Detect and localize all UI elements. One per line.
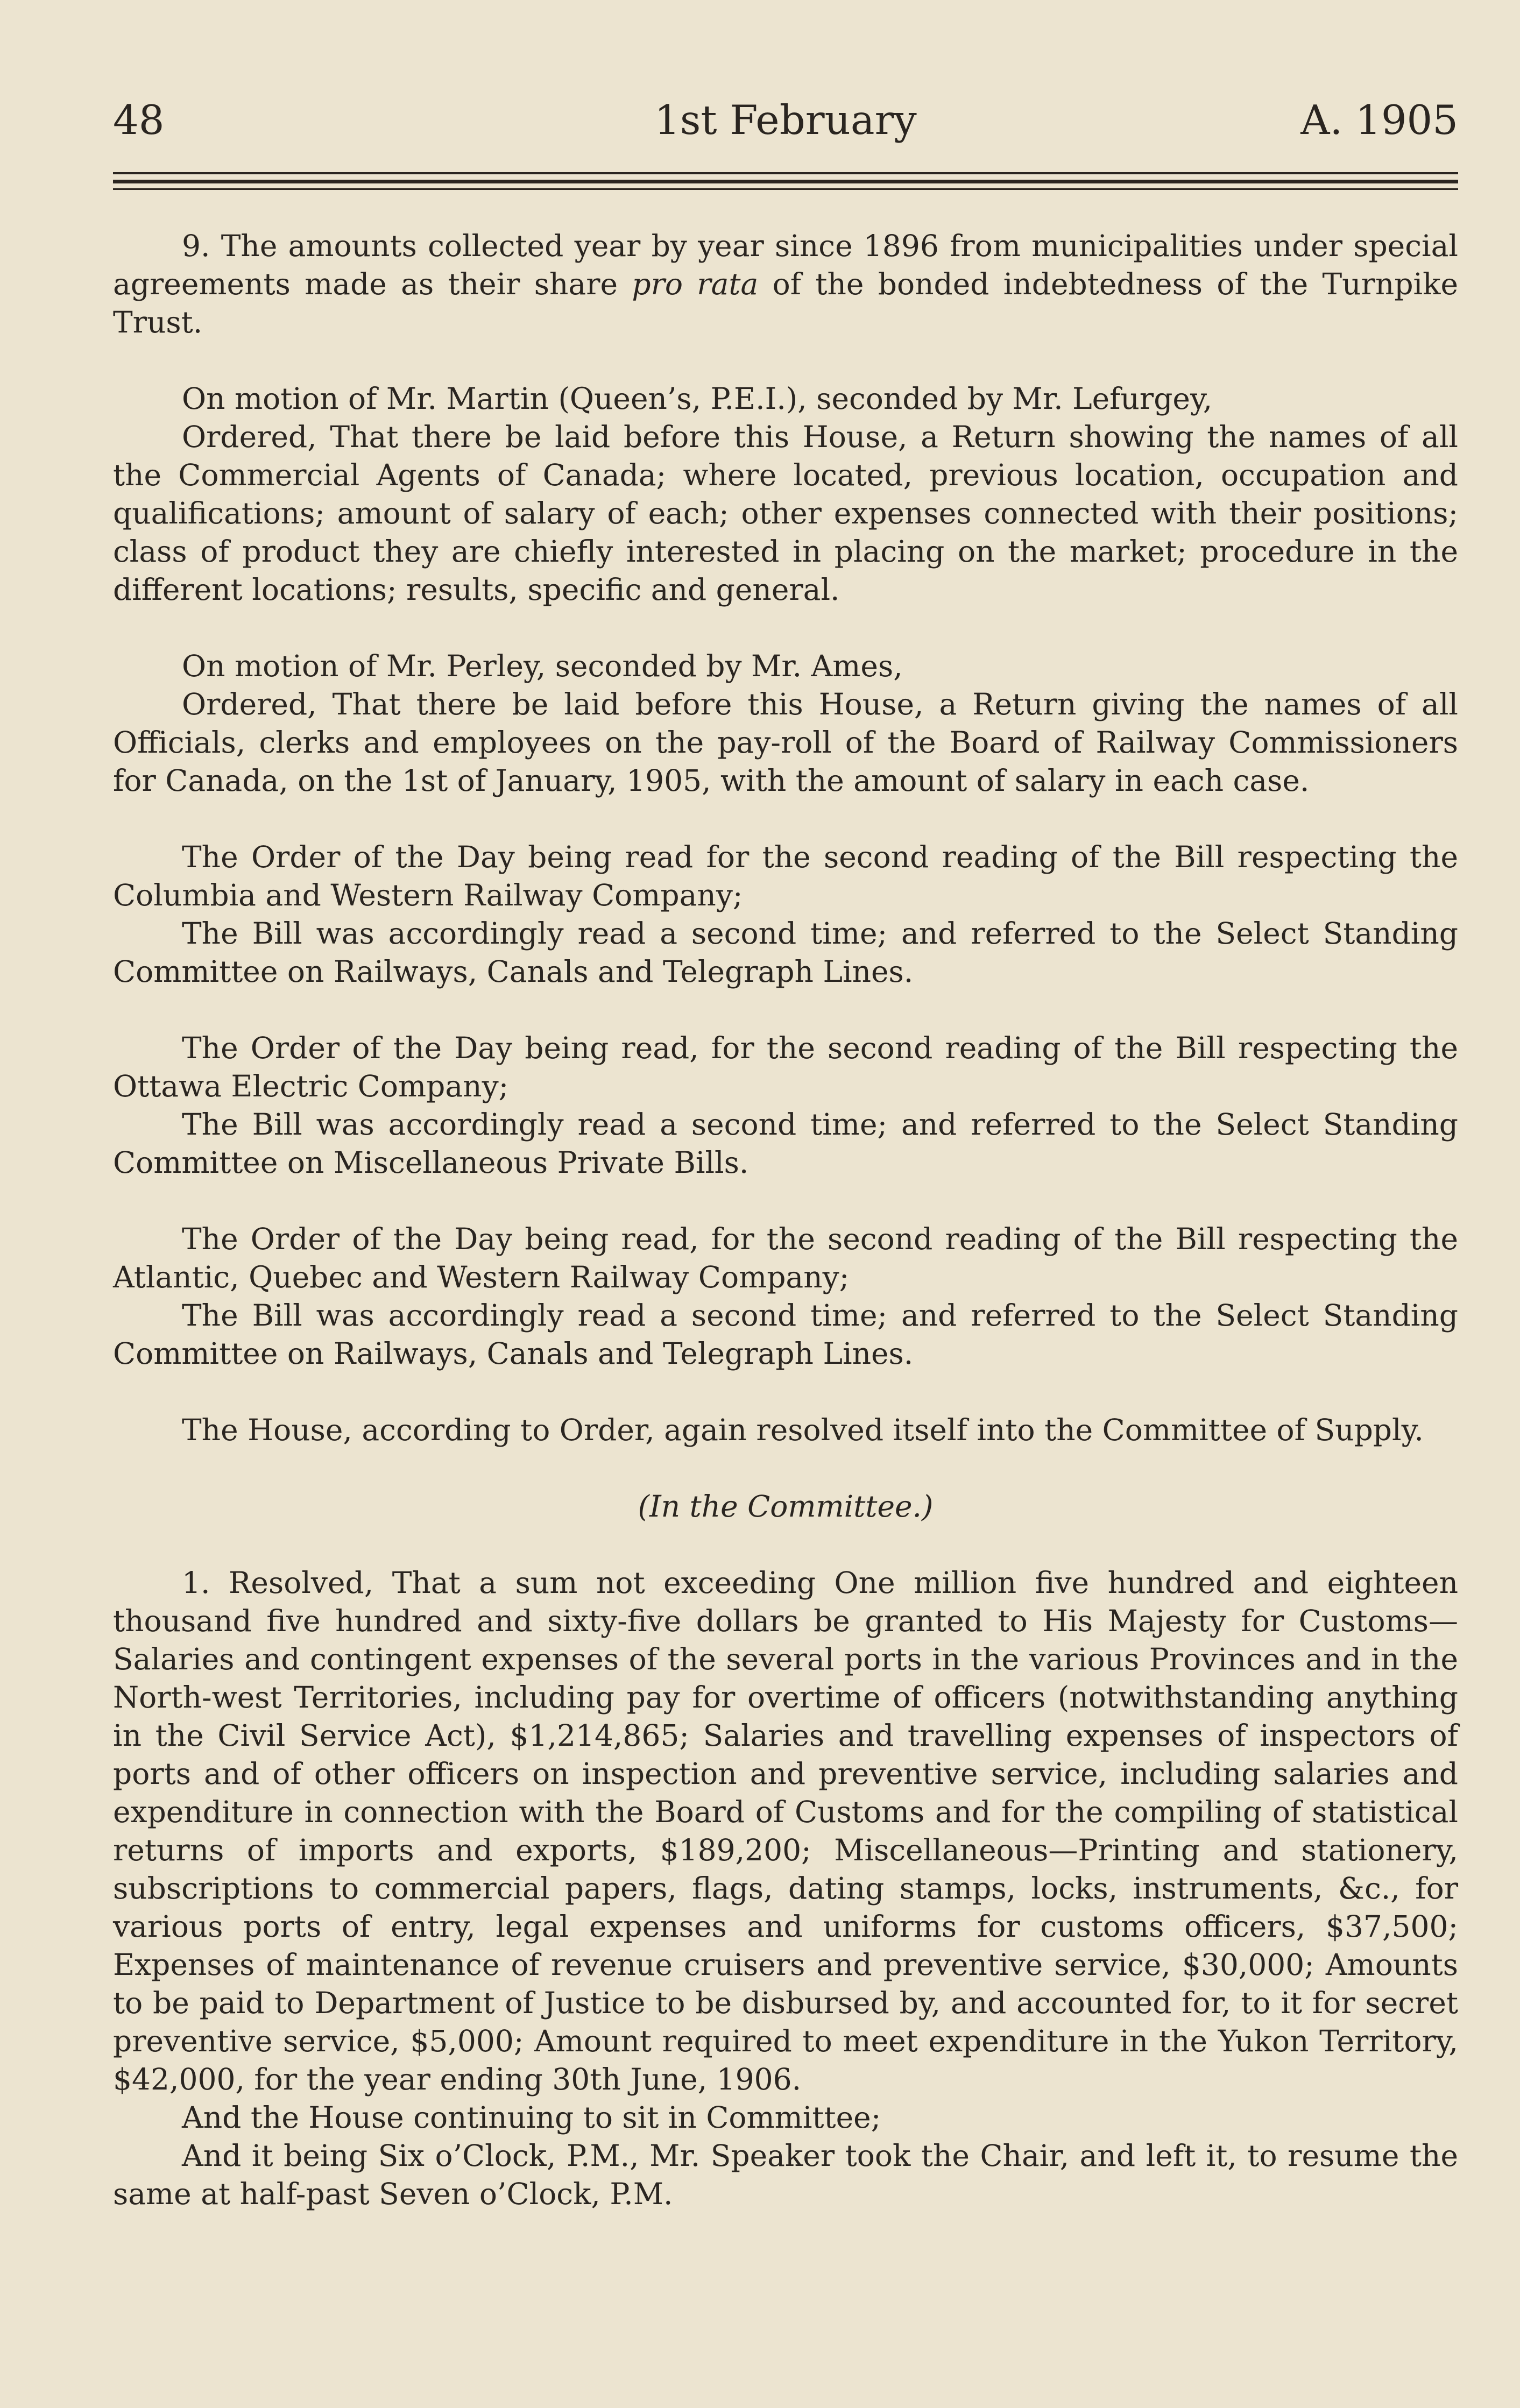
paragraph	[113, 647, 1458, 685]
paragraph	[113, 685, 1458, 800]
paragraph	[113, 2137, 1458, 2213]
text-run: Ordered, That there be laid before this House, a Return showing the names of all the Commercial Agents of Canada; where located, previous location, occupation and qualifications; amount of salary of each; other expenses connected with their positions; class of product they are chiefly interested in placing on the market; procedure in the different locations; results, specific and general.	[113, 420, 1458, 607]
header-rule-middle	[113, 180, 1458, 183]
text-run: The Bill was accordingly read a second time; and referred to the Select Standing Committee on Miscellaneous Private Bills.	[113, 1107, 1458, 1180]
header-rule-bottom	[113, 188, 1458, 190]
paragraph	[113, 227, 1458, 342]
paragraph	[113, 1029, 1458, 1106]
paragraph	[113, 1411, 1458, 1449]
text-run: And it being Six o’Clock, P.M., Mr. Speaker took the Chair, and left it, to resume the same at half-past Seven o’Clock, P.M.	[113, 2138, 1458, 2211]
text-run: The House, according to Order, again resolved itself into the Committee of Supply.	[182, 1413, 1424, 1447]
text-run: The Order of the Day being read, for the second reading of the Bill respecting the Ottawa Electric Company;	[113, 1031, 1458, 1103]
paragraph	[113, 380, 1458, 418]
paragraph	[113, 838, 1458, 915]
header-year: A. 1905	[1300, 96, 1458, 144]
paragraph	[113, 1106, 1458, 1182]
body-text	[113, 227, 1458, 2213]
paragraph	[113, 2099, 1458, 2137]
paragraph	[113, 1297, 1458, 1373]
text-run: The Bill was accordingly read a second time; and referred to the Select Standing Committee on Railways, Canals and Telegraph Lines.	[113, 916, 1458, 989]
paragraph	[113, 418, 1458, 609]
text-run: The Bill was accordingly read a second time; and referred to the Select Standing Committee on Railways, Canals and Telegraph Lines.	[113, 1298, 1458, 1371]
text-run: And the House continuing to sit in Committee;	[182, 2100, 881, 2135]
paragraph	[113, 1220, 1458, 1297]
text-run: The Order of the Day being read, for the second reading of the Bill respecting the Atlantic, Quebec and Western Railway Company;	[113, 1222, 1458, 1294]
text-run: 9. The amounts collected year by year since 1896 from municipalities under special agreements made as their share	[113, 229, 1458, 301]
text-run: of the bonded indebtedness of the Turnpike Trust.	[113, 267, 1458, 339]
page-number: 48	[113, 96, 165, 144]
paragraph	[113, 1564, 1458, 2099]
text-run: 1. Resolved, That a sum not exceeding One million five hundred and eighteen thousand five hundred and sixty-five dollars be granted to His Majesty for Customs— Salaries and contingent expenses of the several ports in the various Provinces and in the North-west Territories, including pay for overtime of officers (notwithstanding anything in the Civil Service Act), $1,214,865; Salaries and travelling expenses of inspectors of ports and of other officers on inspection and preventive service, including salaries and expenditure in connection with the Board of Customs and for the compiling of statistical returns of imports and exports, $189,200; Miscellaneous—Printing and stationery, subscriptions to commercial papers, flags, dating stamps, locks, instruments, &c., for various ports of entry, legal expenses and uniforms for customs officers, $37,500; Expenses of maintenance of revenue cruisers and preventive service, $30,000; Amounts to be paid to Department of Justice to be disbursed by, and accounted for, to it for secret preventive service, $5,000; Amount required to meet expenditure in the Yukon Territory, $42,000, for the year ending 30th June, 1906.	[113, 1566, 1458, 2097]
paragraph	[113, 915, 1458, 991]
text-run: On motion of Mr. Martin (Queen’s, P.E.I.), seconded by Mr. Lefurgey,	[182, 381, 1213, 416]
section-heading	[113, 1488, 1458, 1526]
italic-text: pro rata	[632, 267, 759, 301]
header-rule-top	[113, 172, 1458, 174]
text-run: On motion of Mr. Perley, seconded by Mr. Ames,	[182, 649, 903, 683]
text-run: The Order of the Day being read for the second reading of the Bill respecting the Columbia and Western Railway Company;	[113, 840, 1458, 912]
italic-text: (In the Committee.)	[638, 1489, 934, 1524]
running-head	[113, 90, 1458, 150]
text-run: Ordered, That there be laid before this House, a Return giving the names of all Officials, clerks and employees on the pay-roll of the Board of Railway Commissioners for Canada, on the 1st of January, 1905, with the amount of salary in each case.	[113, 687, 1458, 798]
header-date: 1st February	[654, 96, 917, 144]
